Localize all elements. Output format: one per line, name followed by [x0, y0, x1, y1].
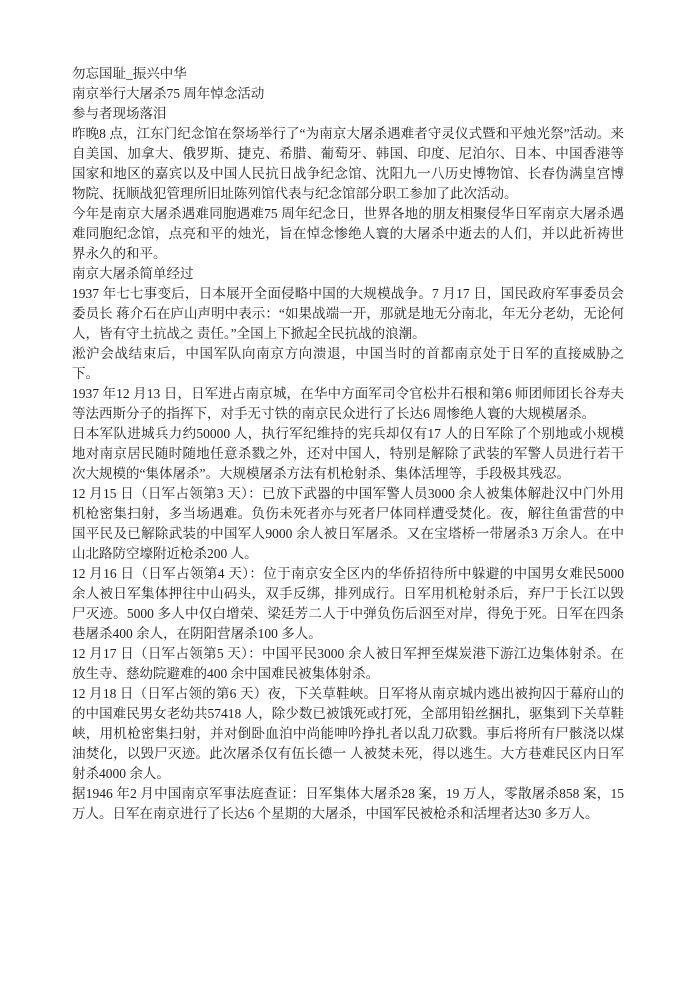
para-dec15-day3: 12 月15 日（日军占领第3 天）：已放下武器的中国军警人员3000 余人被集体解赴汉中门外用机枪密集扫射，多当场遇难。负伤未死者亦与死者尸体同样遭受焚化。夜，解往鱼雷营的中国平民及已解除武装的中国军人9000 余人被日军屠杀。又在宝塔桥一带屠杀3 万余人。在中山北路防空壕附近枪杀200 人。 [72, 486, 624, 561]
para-massacre-overview: 日本军队进城兵力约50000 人，执行军纪维持的宪兵却仅有17 人的日军除了个别地或小规模地对南京居民随时随地任意杀戮之外，还对中国人，特别是解除了武装的军警人员进行若干次大规模的“集体屠杀”。大规模屠杀方法有机枪射杀、集体活埋等，手段极其残忍。 [72, 426, 624, 481]
document-content [72, 64, 624, 824]
subheadline: 参与者现场落泪 [72, 106, 167, 121]
headline: 南京举行大屠杀75 周年悼念活动 [72, 86, 265, 101]
section-heading: 南京大屠杀简单经过 [72, 266, 194, 281]
para-anniversary: 今年是南京大屠杀遇难同胞遇难75 周年纪念日，世界各地的朋友相聚侵华日军南京大屠杀遇难同胞纪念馆，点亮和平的烛光，旨在悼念惨绝人寰的大屠杀中逝去的人们，并以此祈祷世界永久的和平。 [72, 206, 624, 261]
para-dec16-day4: 12 月16 日（日军占领第4 天）：位于南京安全区内的华侨招待所中躲避的中国男女难民5000 余人被日军集体押往中山码头，双手反绑，排列成行。日军用机枪射杀后，弃尸于长江以毁尸灭迹。5000 多人中仅白增荣、梁廷芳二人于中弹负伤后泅至对岸，得免于死。日军在四条巷屠杀400 余人，在阴阳营屠杀100 多人。 [72, 566, 624, 641]
para-dec13-occupation: 1937 年12 月13 日，日军进占南京城，在华中方面军司令官松井石根和第6 师团师团长谷寿夫等法西斯分子的指挥下，对手无寸铁的南京民众进行了长达6 周惨绝人寰的大规模屠杀。 [72, 386, 624, 421]
para-dec18-day6: 12 月18 日（日军占领的第6 天）夜，下关草鞋峡。日军将从南京城内逃出被拘囚于幕府山的的中国难民男女老幼共57418 人，除少数已被饿死或打死，全部用铅丝捆扎，驱集到下关草鞋峡，用机枪密集扫射，并对倒卧血泊中尚能呻吟挣扎者以乱刀砍戮。事后将所有尸骸浇以煤油焚化，以毁尸灭迹。此次屠杀仅有伍长德一 人被焚未死，得以逃生。大方巷难民区内日军射杀4000 余人。 [72, 686, 624, 781]
para-tribunal-verification: 据1946 年2 月中国南京军事法庭查证：日军集体大屠杀28 案，19 万人，零散屠杀858 案，15 万人。日军在南京进行了长达6 个星期的大屠杀，中国军民被枪杀和活埋者达30 多万人。 [72, 786, 624, 821]
para-memorial-ceremony: 昨晚8 点，江东门纪念馆在祭场举行了“为南京大屠杀遇难者守灵仪式暨和平烛光祭”活动。来自美国、加拿大、俄罗斯、捷克、希腊、葡萄牙、韩国、印度、尼泊尔、日本、中国香港等国家和地区的嘉宾以及中国人民抗日战争纪念馆、沈阳九一八历史博物馆、长春伪满皇宫博物院、抚顺战犯管理所旧址陈列馆代表与纪念馆部分职工参加了此次活动。 [72, 126, 624, 201]
para-songhu-battle: 淞沪会战结束后，中国军队向南京方向溃退，中国当时的首都南京处于日军的直接威胁之下。 [72, 346, 624, 381]
para-dec17-day5: 12 月17 日（日军占领第5 天）：中国平民3000 余人被日军押至煤炭港下游江边集体射杀。在放生寺、慈幼院避难的400 余中国难民被集体射杀。 [72, 646, 624, 681]
slogan-line: 勿忘国耻_振兴中华 [72, 66, 187, 81]
para-war-outbreak-1937: 1937 年七七事变后，日本展开全面侵略中国的大规模战争。7 月17 日，国民政府军事委员会委员长 蒋介石在庐山声明中表示：“如果战端一开，那就是地无分南北，年无分老幼，无论何人，皆有守土抗战之 责任。”全国上下掀起全民抗战的浪潮。 [72, 286, 624, 341]
